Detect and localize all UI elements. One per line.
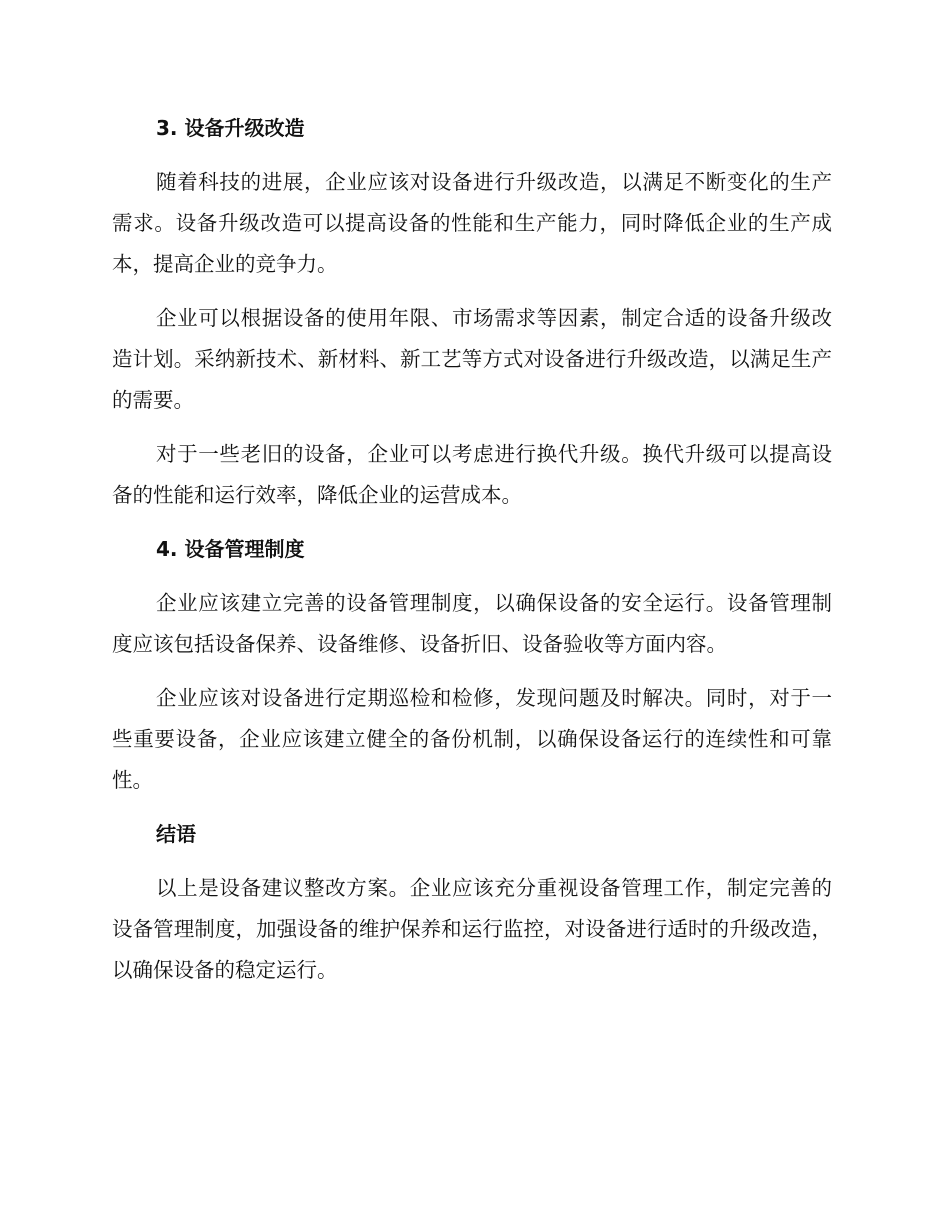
paragraph: 企业应该对设备进行定期巡检和检修，发现问题及时解决。同时，对于一些重要设备，企业应该建立健全的备份机制，以确保设备运行的连续性和可靠性。: [112, 686, 832, 792]
section-heading-upgrade: 3. 设备升级改造: [156, 116, 305, 140]
section-heading-management: 4. 设备管理制度: [156, 537, 305, 561]
paragraph: 以上是设备建议整改方案。企业应该充分重视设备管理工作，制定完善的设备管理制度，加强设备的维护保养和运行监控，对设备进行适时的升级改造，以确保设备的稳定运行。: [112, 876, 832, 982]
paragraph: 企业应该建立完善的设备管理制度，以确保设备的安全运行。设备管理制度应该包括设备保养、设备维修、设备折旧、设备验收等方面内容。: [112, 591, 832, 656]
paragraph: 企业可以根据设备的使用年限、市场需求等因素，制定合适的设备升级改造计划。采纳新技术、新材料、新工艺等方式对设备进行升级改造，以满足生产的需要。: [112, 306, 832, 412]
paragraph: 随着科技的进展，企业应该对设备进行升级改造，以满足不断变化的生产需求。设备升级改造可以提高设备的性能和生产能力，同时降低企业的生产成本，提高企业的竞争力。: [112, 170, 832, 276]
section-heading-conclusion: 结语: [156, 822, 196, 846]
document-page: [112, 108, 832, 1004]
paragraph: 对于一些老旧的设备，企业可以考虑进行换代升级。换代升级可以提高设备的性能和运行效率，降低企业的运营成本。: [112, 442, 832, 507]
